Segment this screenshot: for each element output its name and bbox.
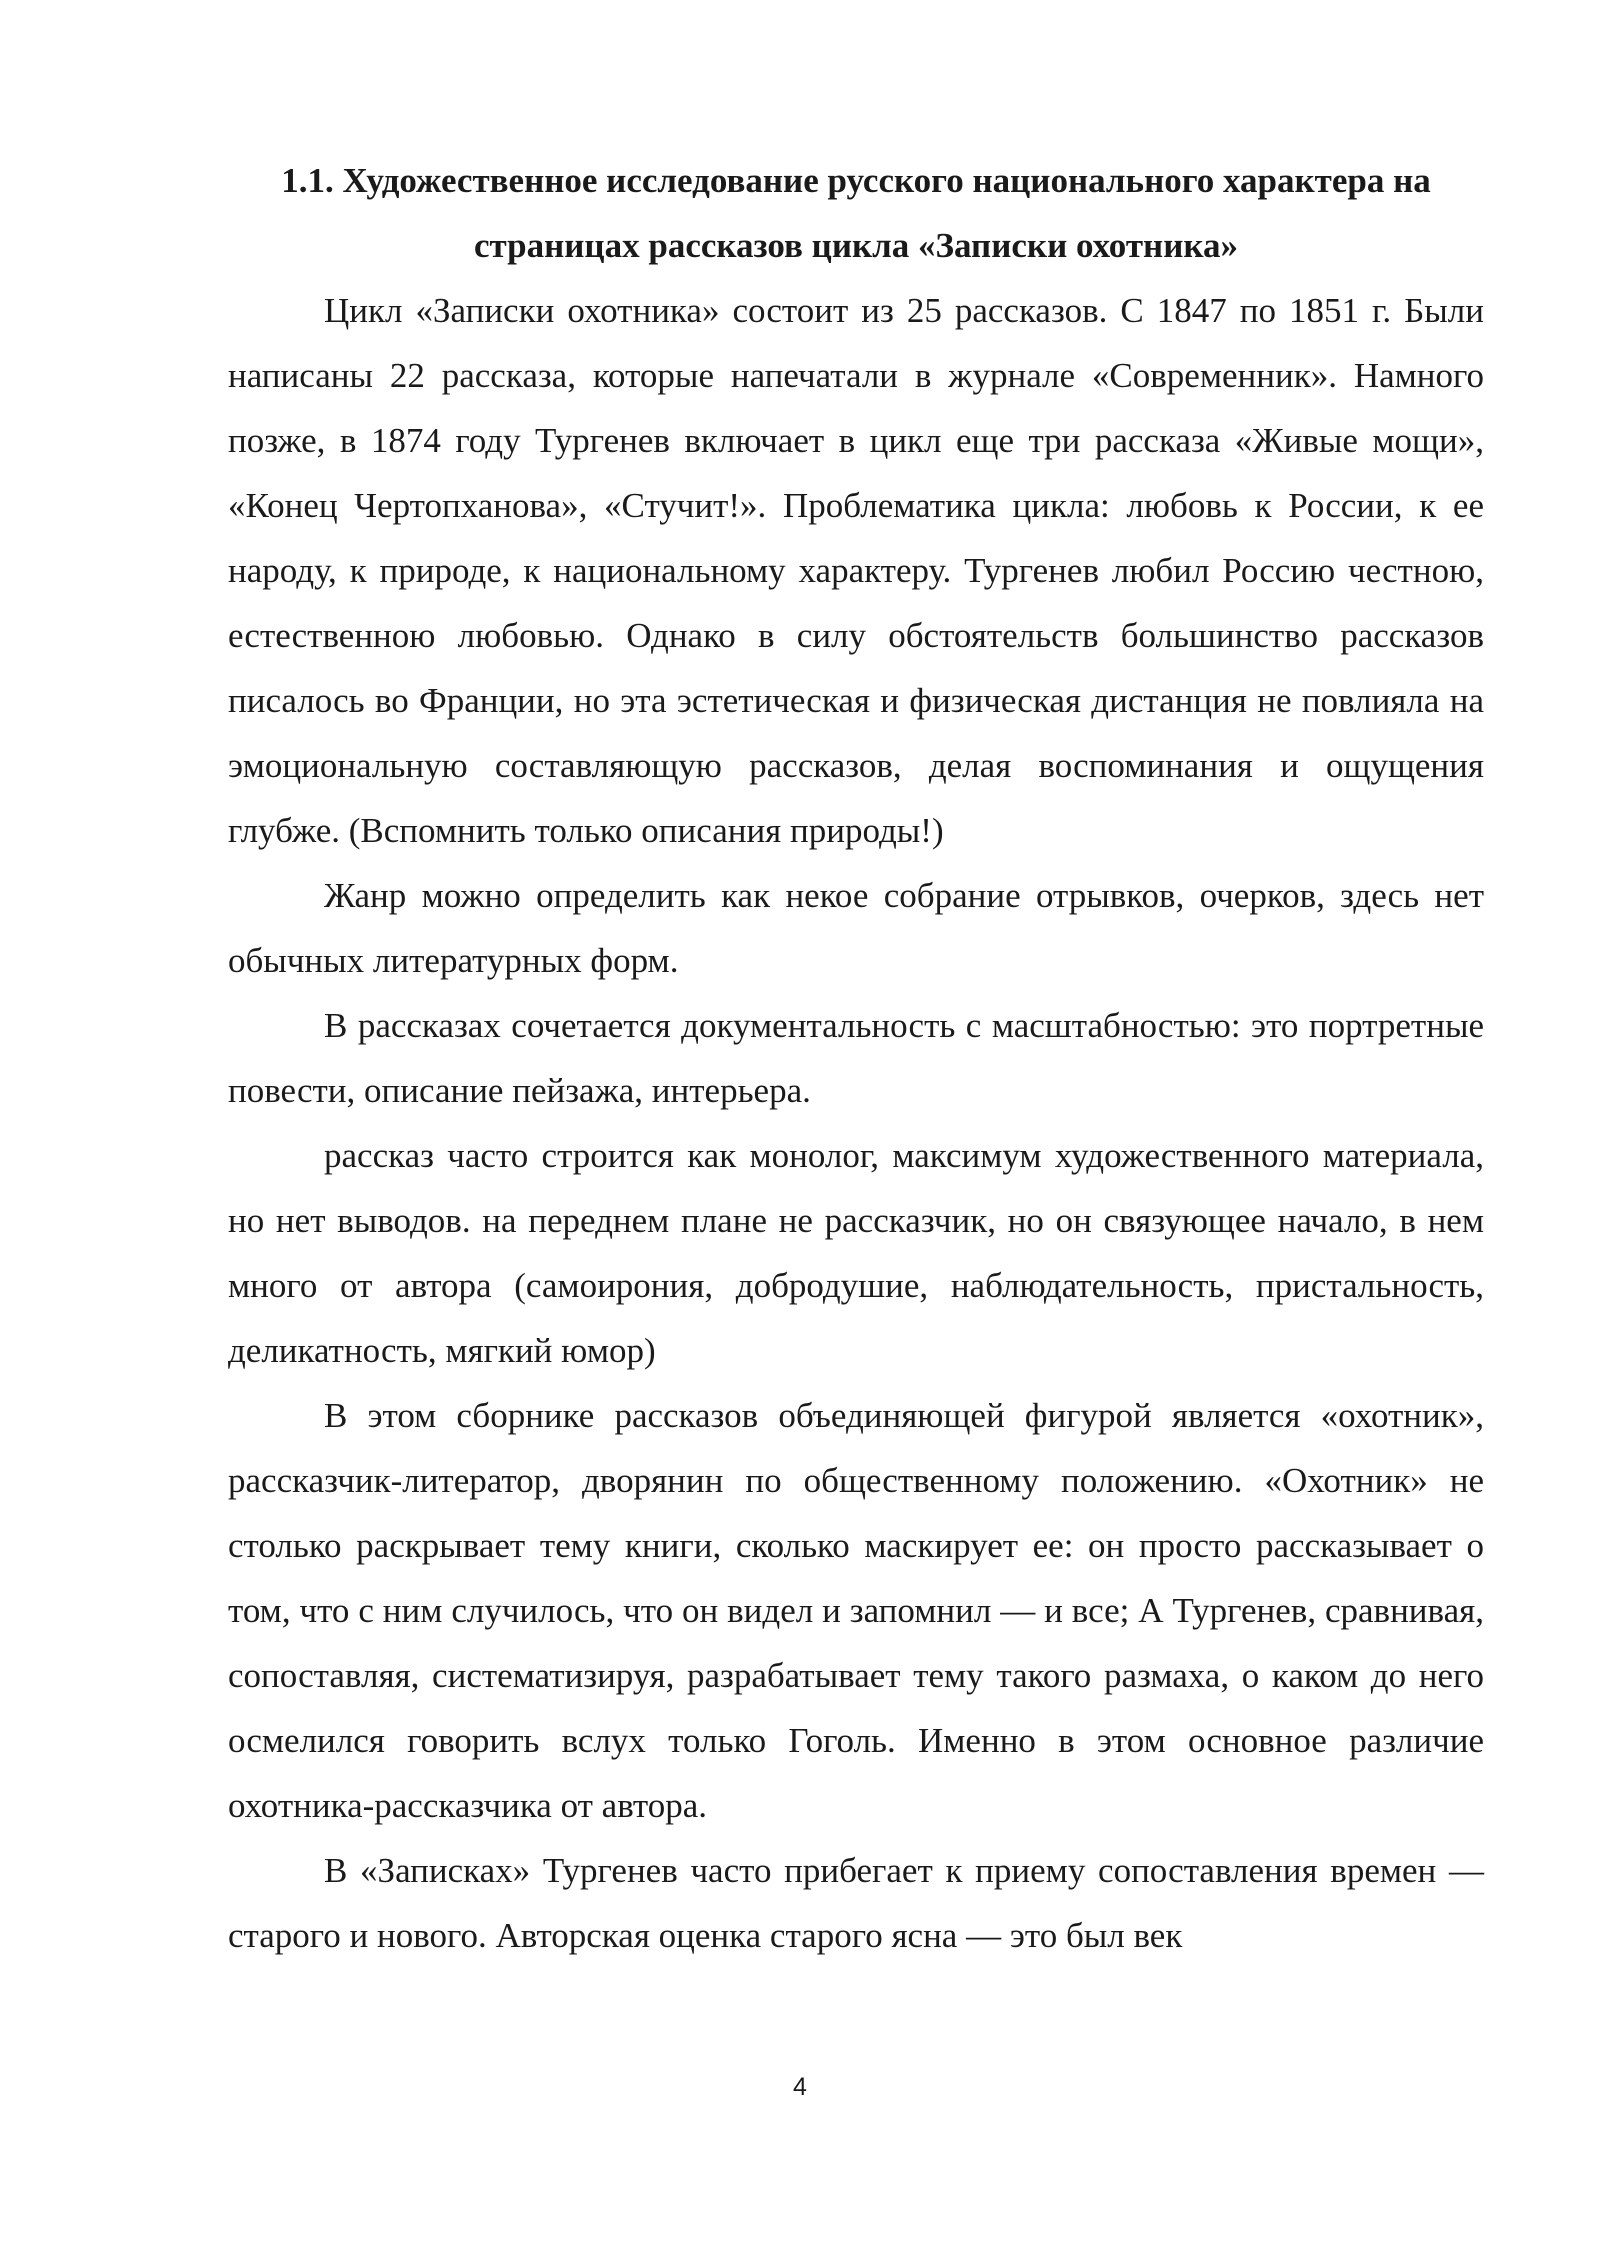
- paragraph-genre: Жанр можно определить как некое собрание отрывков, очерков, здесь нет обычных литературных форм.: [228, 876, 1484, 980]
- paragraph-time-comparison: В «Записках» Тургенев часто прибегает к приему сопоставления времен — старого и нового. Авторская оценка старого ясна — это был век: [228, 1851, 1484, 1955]
- paragraph-hunter-narrator: В этом сборнике рассказов объединяющей фигурой является «охотник», рассказчик-литератор, дворянин по общественному положению. «Охотник» не столько раскрывает тему книги, сколько маскирует ее: он просто рассказывает о том, что с ним случилось, что он видел и запомнил — и все; А Тургенев, сравнивая, сопоставляя, систематизируя, разрабатывает тему такого размаха, о каком до него осмелился говорить вслух только Гоголь. Именно в этом основное различие охотника-рассказчика от автора.: [228, 1396, 1484, 1825]
- page-content: [228, 148, 1484, 1968]
- paragraph-monologue: рассказ часто строится как монолог, максимум художественного материала, но нет выводов. на переднем плане не рассказчик, но он связующее начало, в нем много от автора (самоирония, добродушие, наблюдательность, пристальность, деликатность, мягкий юмор): [228, 1136, 1484, 1370]
- paragraph-documentality: В рассказах сочетается документальность с масштабностью: это портретные повести, описание пейзажа, интерьера.: [228, 1006, 1484, 1110]
- page-number: 4: [793, 2073, 807, 2101]
- paragraph-cycle-overview: Цикл «Записки охотника» состоит из 25 рассказов. С 1847 по 1851 г. Были написаны 22 рассказа, которые напечатали в журнале «Современник». Намного позже, в 1874 году Тургенев включает в цикл еще три рассказа «Живые мощи», «Конец Чертопханова», «Стучит!». Проблематика цикла: любовь к России, к ее народу, к природе, к национальному характеру. Тургенев любил Россию честною, естественною любовью. Однако в силу обстоятельств большинство рассказов писалось во Франции, но эта эстетическая и физическая дистанция не повлияла на эмоциональную составляющую рассказов, делая воспоминания и ощущения глубже. (Вспомнить только описания природы!): [228, 291, 1484, 850]
- section-heading: 1.1. Художественное исследование русского национального характера на страницах рассказов цикла «Записки охотника»: [281, 161, 1431, 265]
